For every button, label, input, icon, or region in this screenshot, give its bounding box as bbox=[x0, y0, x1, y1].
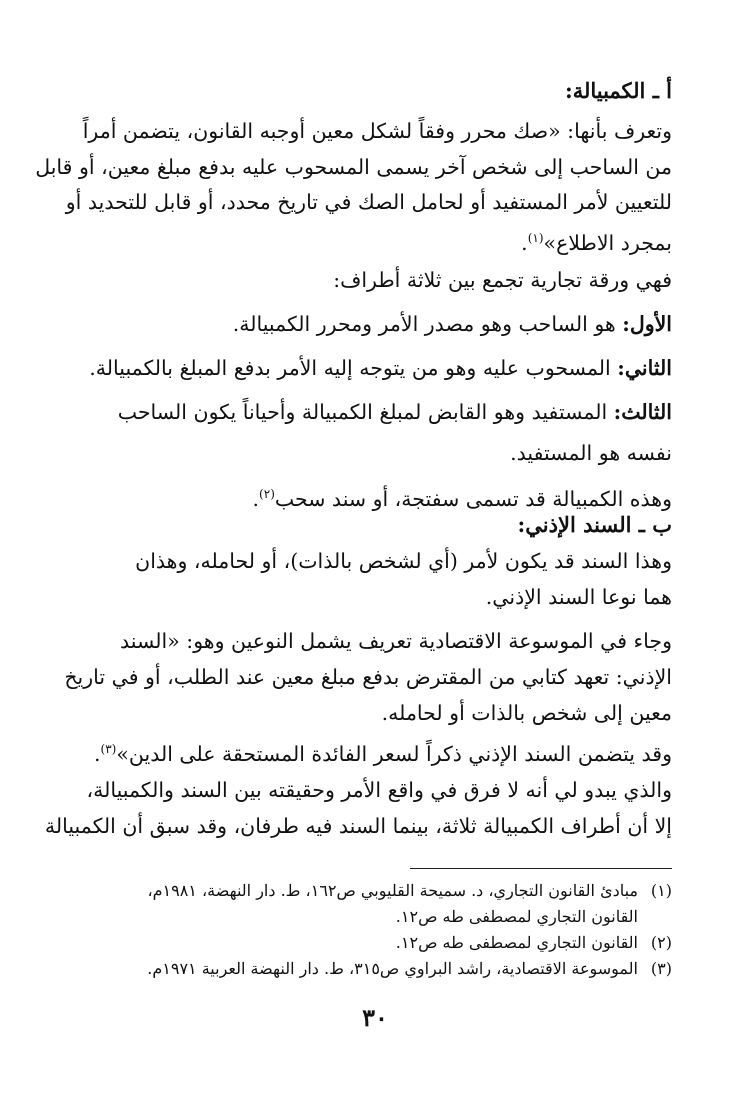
party-label: الثاني: bbox=[617, 356, 672, 380]
footnote-separator bbox=[410, 868, 672, 869]
text-fragment: وهذه الكمبيالة قد تسمى سفتجة، أو سند سحب bbox=[274, 486, 672, 511]
footnote-2 bbox=[72, 930, 672, 956]
text-line: للتعيين لأمر المستفيد أو لحامل الصك في تاريخ محدد، أو قابل للتحديد أو bbox=[65, 190, 672, 214]
text-line: والذي يبدو لي أنه لا فرق في واقع الأمر وحقيقته بين السند والكمبيالة، bbox=[86, 777, 672, 802]
party-text: المستفيد وهو القابض لمبلغ الكمبيالة وأحياناً يكون الساحب bbox=[117, 400, 614, 424]
text-fragment: بمجرد الاطلاع» bbox=[543, 230, 672, 255]
text-line: وهذا السند قد يكون لأمر (أي لشخص بالذات)، أو لحامله، وهذان bbox=[135, 549, 672, 573]
heading-promissory-note: ب ـ السند الإذني: bbox=[517, 512, 672, 537]
paragraph-definition bbox=[35, 114, 672, 261]
text-line: نفسه هو المستفيد. bbox=[510, 441, 672, 465]
party-third bbox=[78, 390, 672, 434]
text-fragment: . bbox=[521, 230, 528, 255]
party-text: المسحوب عليه وهو من يتوجه إليه الأمر بدفع المبلغ بالكمبيالة. bbox=[89, 356, 618, 380]
footnote-text: الموسوعة الاقتصادية، راشد البراوي ص٣١٥، ط. دار النهضة العربية ١٩٧١م. bbox=[147, 959, 638, 978]
text-line: فهي ورقة تجارية تجمع بين ثلاثة أطراف: bbox=[333, 268, 672, 292]
footnote-1 bbox=[72, 878, 672, 930]
party-label: الأول: bbox=[622, 312, 672, 336]
footnote-ref: (١) bbox=[527, 230, 544, 245]
text-line bbox=[78, 731, 672, 772]
footnote-ref: (٢) bbox=[259, 487, 275, 501]
text-line: الإذني: تعهد كتابي من المقترض بدفع مبلغ معين عند الطلب، أو في تاريخ bbox=[64, 665, 672, 689]
text-fragment: . bbox=[94, 741, 101, 766]
paragraph-promissory-types bbox=[78, 543, 672, 615]
footnote-number: (١) bbox=[650, 881, 672, 900]
footnote-number: (٢) bbox=[650, 933, 672, 952]
text-line: من الساحب إلى شخص آخر يسمى المسحوب عليه بدفع مبلغ معين، أو قابل bbox=[35, 154, 672, 179]
party-second bbox=[78, 346, 672, 390]
paragraph-encyclopedia-definition bbox=[44, 623, 672, 844]
footnote-3 bbox=[72, 956, 672, 982]
heading-bill-of-exchange: أ ـ الكمبيالة: bbox=[564, 78, 672, 103]
party-first bbox=[78, 302, 672, 346]
footnote-text: القانون التجاري لمصطفى طه ص١٢. bbox=[395, 907, 638, 926]
footnote-number: (٣) bbox=[650, 959, 672, 978]
text-line: إلا أن أطراف الكمبيالة ثلاثة، بينما السند فيه طرفان، وقد سبق أن الكمبيالة bbox=[44, 813, 672, 838]
footnote-text: القانون التجاري لمصطفى طه ص١٢. bbox=[395, 933, 638, 952]
party-text: هو الساحب وهو مصدر الأمر ومحرر الكمبيالة. bbox=[232, 312, 623, 336]
party-label: الثالث: bbox=[613, 400, 672, 424]
text-line: وتعرف بأنها: «صك محرر وفقاً لشكل معين أوجبه القانون، يتضمن أمراً bbox=[82, 119, 672, 143]
footnotes bbox=[72, 878, 672, 982]
text-line bbox=[78, 221, 672, 261]
footnote-text: مبادئ القانون التجاري، د. سميحة القليوبي ص١٦٢، ط. دار النهضة، ١٩٨١م، bbox=[147, 881, 638, 900]
text-line: معين إلى شخص بالذات أو لحامله. bbox=[381, 701, 672, 725]
paragraph-parties bbox=[78, 258, 672, 521]
page-number: ٣٠ bbox=[362, 1003, 388, 1032]
text-fragment: وقد يتضمن السند الإذني ذكراً لسعر الفائدة المستحقة على الدين» bbox=[116, 741, 672, 766]
footnote-ref: (٣) bbox=[100, 742, 117, 756]
text-fragment: . bbox=[252, 486, 260, 511]
text-line: وجاء في الموسوعة الاقتصادية تعريف يشمل النوعين وهو: «السند bbox=[120, 629, 672, 653]
text-line: هما نوعا السند الإذني. bbox=[485, 585, 672, 609]
